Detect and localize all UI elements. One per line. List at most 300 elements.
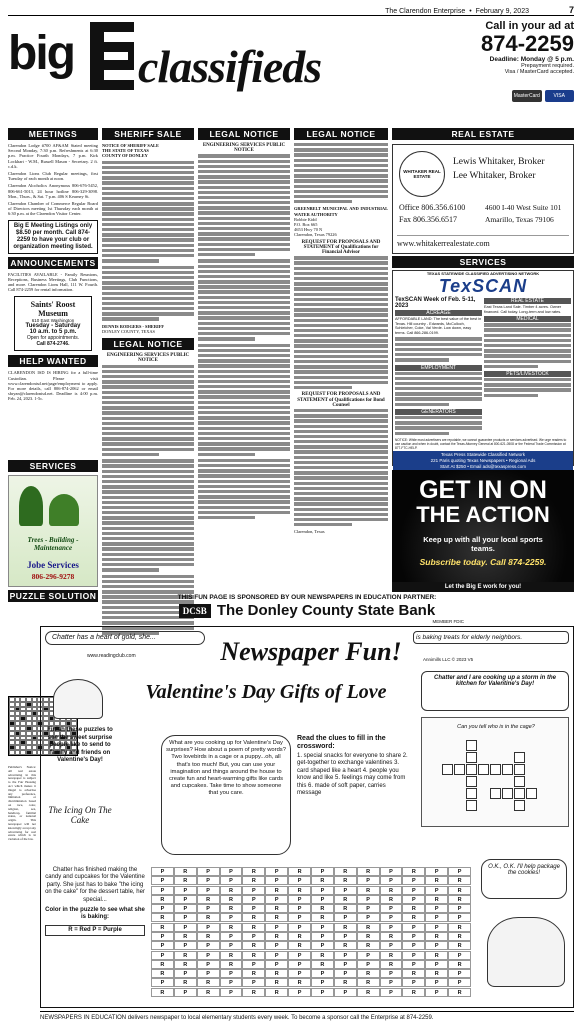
puzzle-cell[interactable]: P <box>311 867 334 876</box>
text-block <box>198 344 290 456</box>
jobe-phone: 806-296-9278 <box>31 572 75 582</box>
puzzle-cell[interactable]: P <box>174 913 197 922</box>
puzzle-cell[interactable]: R <box>288 932 311 941</box>
press-line-2: 221 Paris quoting Texas Newspapers • Regional Ads <box>430 458 536 464</box>
legal-addr2: P.O. Box 665 <box>294 222 318 228</box>
column-2 <box>102 128 194 638</box>
puzzle-cell[interactable]: P <box>242 904 265 913</box>
crossword-box[interactable] <box>442 764 453 775</box>
puzzle-cell[interactable]: R <box>265 932 288 941</box>
puzzle-cell[interactable]: R <box>425 969 448 978</box>
whitaker-logo: WHITAKER REAL ESTATE <box>399 151 445 197</box>
texas-press-bar <box>393 451 573 471</box>
puzzle-cell[interactable]: P <box>311 923 334 932</box>
puzzle-cell[interactable]: R <box>220 895 243 904</box>
puzzle-cell[interactable]: P <box>288 876 311 885</box>
puzzle-cell[interactable]: P <box>197 904 220 913</box>
puzzle-cell[interactable]: R <box>357 988 380 997</box>
puzzle-cell[interactable]: P <box>174 904 197 913</box>
legal-notice-col3 <box>198 143 290 519</box>
puzzle-cell[interactable]: P <box>334 988 357 997</box>
agent-2: Lee Whitaker, Broker <box>453 171 536 181</box>
puzzle-cell[interactable]: P <box>151 978 174 987</box>
legal-authority: GREENBELT MUNICIPAL AND INDUSTRIAL WATER AUTHORITY <box>294 206 388 217</box>
sheriff-county: COUNTY OF DONLEY <box>102 153 148 159</box>
crossword-box[interactable] <box>502 788 513 799</box>
visa-icon: VISA <box>545 90 575 102</box>
color-key: R = Red P = Purple <box>45 925 145 936</box>
puzzle-cell[interactable]: P <box>357 876 380 885</box>
puzzle-cell[interactable]: R <box>357 969 380 978</box>
puzzle-cell[interactable]: R <box>220 951 243 960</box>
puzzle-cell[interactable]: P <box>220 876 243 885</box>
text-block <box>294 409 388 527</box>
color-puzzle-grid[interactable] <box>151 867 471 997</box>
puzzle-cell[interactable]: R <box>151 913 174 922</box>
whitaker-website[interactable]: www.whitakerrealestate.com <box>397 235 569 248</box>
puzzle-cell[interactable]: R <box>197 978 220 987</box>
museum-ad <box>14 296 92 351</box>
puzzle-cell[interactable]: P <box>151 951 174 960</box>
puzzle-cell[interactable]: R <box>448 988 471 997</box>
puzzle-cell[interactable]: R <box>242 941 265 950</box>
puzzle-cell[interactable]: R <box>151 923 174 932</box>
puzzle-cell[interactable]: P <box>425 904 448 913</box>
puzzle-cell[interactable]: P <box>425 867 448 876</box>
puzzle-cell[interactable]: P <box>174 988 197 997</box>
puzzle-cell[interactable]: R <box>151 988 174 997</box>
puzzle-cell[interactable]: R <box>242 988 265 997</box>
puzzle-cell[interactable]: R <box>174 876 197 885</box>
crossword-box[interactable] <box>514 788 525 799</box>
crossword-box[interactable] <box>454 764 465 775</box>
puzzle-cell[interactable]: P <box>174 895 197 904</box>
puzzle-cell[interactable]: P <box>288 988 311 997</box>
header-separator: • <box>469 8 472 15</box>
puzzle-cell[interactable]: P <box>425 988 448 997</box>
text-block <box>395 372 482 407</box>
puzzle-cell[interactable]: P <box>380 978 403 987</box>
puzzle-cell[interactable]: P <box>174 923 197 932</box>
puzzle-cell[interactable]: R <box>425 951 448 960</box>
meetings-list <box>8 143 98 217</box>
mastercard-icon: MasterCard <box>512 90 542 102</box>
puzzle-cell[interactable]: P <box>334 969 357 978</box>
puzzle-cell[interactable]: P <box>402 951 425 960</box>
museum-address: 610 East Washington <box>31 318 75 324</box>
getin-line-1: GET IN ON <box>419 476 547 504</box>
puzzle-cell[interactable]: P <box>174 941 197 950</box>
puzzle-cell[interactable]: R <box>220 923 243 932</box>
big-e-banner: Let the Big E work for you! <box>392 582 574 592</box>
puzzle-cell[interactable]: R <box>288 941 311 950</box>
puzzle-cell[interactable]: P <box>311 969 334 978</box>
puzzle-cell[interactable]: P <box>311 941 334 950</box>
masthead-big: big <box>8 27 74 80</box>
puzzle-cell[interactable]: P <box>151 876 174 885</box>
puzzle-cell[interactable]: R <box>151 969 174 978</box>
puzzle-cell[interactable]: R <box>174 978 197 987</box>
crossword-box[interactable] <box>466 764 477 775</box>
puzzle-cell[interactable]: R <box>174 932 197 941</box>
puzzle-cell[interactable]: P <box>311 895 334 904</box>
generators-header: GENERATORS <box>395 409 482 415</box>
puzzle-cell[interactable]: P <box>265 876 288 885</box>
puzzle-cell[interactable]: R <box>242 876 265 885</box>
puzzle-cell[interactable]: R <box>311 904 334 913</box>
cards-note: Visa / MasterCard accepted. <box>504 69 574 75</box>
puzzle-cell[interactable]: P <box>402 923 425 932</box>
puzzle-cell[interactable]: R <box>448 923 471 932</box>
text-block <box>395 337 482 361</box>
puzzle-cell[interactable]: P <box>265 923 288 932</box>
getin-cta: Subscribe today. Call 874-2259. <box>419 557 547 567</box>
crossword-box[interactable] <box>466 776 477 787</box>
puzzle-cell[interactable]: P <box>197 941 220 950</box>
legal-heading: ENGINEERING SERVICES PUBLIC NOTICE <box>202 143 286 154</box>
icing-title: The Icing On The Cake <box>48 805 112 825</box>
puzzle-cell[interactable]: R <box>174 867 197 876</box>
puzzle-cell[interactable]: R <box>288 978 311 987</box>
crossword-box[interactable] <box>514 764 525 775</box>
puzzle-cell[interactable]: R <box>380 895 403 904</box>
puzzle-cell[interactable]: P <box>402 876 425 885</box>
puzzle-cell[interactable]: R <box>242 867 265 876</box>
puzzle-cell[interactable]: R <box>334 941 357 950</box>
puzzle-cell[interactable]: R <box>265 988 288 997</box>
puzzle-cell[interactable]: R <box>197 895 220 904</box>
puzzle-cell[interactable]: P <box>265 867 288 876</box>
clues-block <box>297 735 409 797</box>
puzzle-cell[interactable]: P <box>220 941 243 950</box>
puzzle-cell[interactable]: R <box>380 932 403 941</box>
puzzle-cell[interactable]: R <box>448 941 471 950</box>
valentine-title-block <box>121 673 411 723</box>
publisher-notice: Publisher's Notice: All real estate advertising in this newspaper is subject to the Fair Housing Act which makes it illegal to advertise any preference, limitation or discrimination based on race, color, religion, sex, handicap, familial status, or national origin. This newspaper will not knowingly accept any advertising for real estate which is in violation of the law. <box>8 766 36 842</box>
puzzle-cell[interactable]: R <box>197 913 220 922</box>
puzzle-cell[interactable]: P <box>151 932 174 941</box>
puzzle-cell[interactable]: P <box>288 904 311 913</box>
puzzle-cell[interactable]: R <box>402 867 425 876</box>
puzzle-cell[interactable]: R <box>334 867 357 876</box>
crossword-box[interactable] <box>514 776 525 787</box>
puzzle-cell[interactable]: P <box>425 941 448 950</box>
puzzle-cell[interactable]: R <box>197 988 220 997</box>
puzzle-cell[interactable]: R <box>334 978 357 987</box>
puzzle-cell[interactable]: P <box>425 978 448 987</box>
puzzle-cell[interactable]: R <box>357 941 380 950</box>
puzzle-cell[interactable]: P <box>334 932 357 941</box>
puzzle-cell[interactable]: P <box>220 969 243 978</box>
puzzle-cell[interactable]: R <box>334 923 357 932</box>
jobe-tagline: Trees - Building - Maintenance <box>27 536 79 553</box>
page-header <box>8 6 574 16</box>
deadline: Deadline: Monday @ 5 p.m. <box>489 56 574 63</box>
member-fdic: MEMBER FDIC <box>432 619 464 624</box>
puzzle-cell[interactable]: R <box>242 951 265 960</box>
puzzle-cell[interactable]: P <box>265 951 288 960</box>
puzzle-cell[interactable]: R <box>311 913 334 922</box>
puzzle-header: PUZZLE SOLUTION <box>9 591 97 602</box>
puzzle-cell[interactable]: R <box>448 876 471 885</box>
puzzle-cell[interactable]: R <box>402 913 425 922</box>
clues-list: 1. special snacks for everyone to share 2. get-together to exchange valentines 3. card shaped like a heart 4. people you know and like 5. feelings may come from this 6. made of soft paper, carries message <box>297 753 408 797</box>
puzzle-cell[interactable]: P <box>334 913 357 922</box>
puzzle-cell[interactable]: P <box>425 923 448 932</box>
puzzle-cell[interactable]: P <box>242 886 265 895</box>
crossword-box[interactable] <box>514 800 525 811</box>
puzzle-cell[interactable]: P <box>334 951 357 960</box>
puzzle-cell[interactable]: P <box>380 969 403 978</box>
puzzle-cell[interactable]: P <box>357 895 380 904</box>
puzzle-cell[interactable]: P <box>197 886 220 895</box>
puzzle-cell[interactable]: P <box>151 941 174 950</box>
text-block <box>395 416 482 435</box>
museum-phone: Call 874-2746. <box>36 341 70 348</box>
column-4 <box>294 128 388 535</box>
puzzle-cell[interactable]: P <box>288 913 311 922</box>
puzzle-cell[interactable]: R <box>448 960 471 969</box>
puzzle-cell[interactable]: R <box>357 886 380 895</box>
puzzle-cell[interactable]: P <box>380 876 403 885</box>
real-estate-sub-header: REAL ESTATE <box>484 298 571 304</box>
puzzle-cell[interactable]: P <box>288 960 311 969</box>
puzzle-cell[interactable]: R <box>380 960 403 969</box>
puzzle-cell[interactable]: R <box>288 886 311 895</box>
texscan-ad <box>392 270 574 470</box>
puzzle-cell[interactable]: R <box>220 886 243 895</box>
puzzle-cell[interactable]: R <box>197 932 220 941</box>
sports-subscribe-ad <box>392 470 574 582</box>
puzzle-cell[interactable]: P <box>380 913 403 922</box>
puzzle-cell[interactable]: P <box>448 951 471 960</box>
puzzle-cell[interactable]: P <box>448 969 471 978</box>
text-block <box>484 323 571 368</box>
puzzle-cell[interactable]: P <box>402 886 425 895</box>
puzzle-cell[interactable]: P <box>197 867 220 876</box>
crossword-box[interactable] <box>490 764 501 775</box>
puzzle-cell[interactable]: R <box>288 867 311 876</box>
puzzle-cell[interactable]: P <box>197 876 220 885</box>
text-block <box>294 256 388 389</box>
masthead <box>8 20 338 98</box>
puzzle-cell[interactable]: P <box>197 951 220 960</box>
puzzle-cell[interactable]: R <box>334 904 357 913</box>
puzzle-cell[interactable]: R <box>311 951 334 960</box>
puzzle-cell[interactable]: P <box>220 913 243 922</box>
puzzle-cell[interactable]: R <box>425 876 448 885</box>
crossword-box[interactable] <box>478 764 489 775</box>
puzzle-cell[interactable]: P <box>402 960 425 969</box>
puzzle-cell[interactable]: P <box>174 969 197 978</box>
puzzle-cell[interactable]: P <box>357 951 380 960</box>
puzzle-cell[interactable]: R <box>311 876 334 885</box>
puzzle-cell[interactable]: R <box>174 960 197 969</box>
baking-note: is baking treats for elderly neighbors. <box>413 631 569 644</box>
puzzle-cell[interactable]: P <box>242 932 265 941</box>
acreage-text: AFFORDABLE LAND: The best value of the best in Texas. Hill country - Edwards, McCulloch, Schleicher, Coke, Val Verde. Low down, easy terms. Call 866-286-0199. <box>395 317 482 335</box>
puzzle-cell[interactable]: R <box>402 988 425 997</box>
call-line: Call in your ad at <box>485 20 574 32</box>
bank-sponsor <box>40 594 574 624</box>
masthead-classifieds: classifieds <box>138 41 322 92</box>
crossword-box[interactable] <box>466 752 477 763</box>
cake-icon <box>53 679 103 719</box>
newspaper-fun-title: Newspaper Fun! <box>220 637 402 666</box>
puzzle-cell[interactable]: P <box>174 886 197 895</box>
puzzle-cell[interactable]: P <box>265 941 288 950</box>
services-left-header: SERVICES <box>8 460 98 472</box>
puzzle-cell[interactable]: P <box>425 960 448 969</box>
puzzle-cell[interactable]: R <box>220 960 243 969</box>
puzzle-cell[interactable]: P <box>288 923 311 932</box>
puzzle-cell[interactable]: P <box>151 867 174 876</box>
puzzle-cell[interactable]: R <box>174 951 197 960</box>
legal1-header: LEGAL NOTICE <box>198 128 290 140</box>
puzzle-cell[interactable]: R <box>265 978 288 987</box>
fax-phone: Fax 806.356.6517 <box>399 215 457 224</box>
puzzle-cell[interactable]: P <box>402 895 425 904</box>
puzzle-cell[interactable]: R <box>265 969 288 978</box>
puzzle-cell[interactable]: R <box>265 904 288 913</box>
puzzle-cell[interactable]: P <box>220 988 243 997</box>
puzzle-cell[interactable]: R <box>151 960 174 969</box>
puzzle-cell[interactable]: P <box>357 913 380 922</box>
crossword-box[interactable] <box>490 788 501 799</box>
puzzle-cell[interactable]: R <box>425 932 448 941</box>
puzzle-cell[interactable]: R <box>265 886 288 895</box>
text-block <box>102 161 194 263</box>
puzzle-cell[interactable]: P <box>425 886 448 895</box>
issue-date: February 9, 2023 <box>475 8 529 15</box>
puzzle-cell[interactable]: P <box>197 923 220 932</box>
column-3 <box>198 128 290 522</box>
acreage-header: ACREAGE <box>395 310 482 316</box>
puzzle-cell[interactable]: P <box>402 978 425 987</box>
puzzle-cell[interactable]: P <box>448 978 471 987</box>
owl-icon <box>487 917 565 987</box>
puzzle-cell[interactable]: R <box>402 969 425 978</box>
puzzle-cell[interactable]: P <box>357 960 380 969</box>
puzzle-cell[interactable]: R <box>448 895 471 904</box>
puzzle-cell[interactable]: R <box>380 886 403 895</box>
puzzle-cell[interactable]: P <box>311 978 334 987</box>
puzzle-cell[interactable]: P <box>448 867 471 876</box>
puzzle-cell[interactable]: P <box>288 951 311 960</box>
puzzle-cell[interactable]: R <box>334 895 357 904</box>
puzzle-cell[interactable]: P <box>311 988 334 997</box>
crossword-box[interactable] <box>466 740 477 751</box>
puzzle-cell[interactable]: R <box>357 923 380 932</box>
puzzle-cell[interactable]: P <box>220 932 243 941</box>
puzzle-cell[interactable]: R <box>448 886 471 895</box>
puzzle-cell[interactable]: P <box>288 895 311 904</box>
puzzle-cell[interactable]: R <box>357 978 380 987</box>
text-block <box>484 378 571 397</box>
puzzle-cell[interactable]: P <box>311 886 334 895</box>
masthead-e-logo <box>90 22 134 90</box>
puzzle-cell[interactable]: R <box>151 895 174 904</box>
puzzle-cell[interactable]: R <box>357 932 380 941</box>
text-block <box>102 266 194 321</box>
puzzle-cell[interactable]: P <box>425 913 448 922</box>
jobe-name: Jobe Services <box>27 560 79 571</box>
puzzle-cell[interactable]: P <box>151 886 174 895</box>
puzzle-cell[interactable]: P <box>151 904 174 913</box>
puzzle-cell[interactable]: P <box>448 904 471 913</box>
puzzle-cell[interactable]: R <box>220 904 243 913</box>
puzzle-cell[interactable]: R <box>242 913 265 922</box>
puzzle-cell[interactable]: P <box>220 978 243 987</box>
puzzle-cell[interactable]: P <box>265 895 288 904</box>
puzzle-cell[interactable]: R <box>242 969 265 978</box>
crossword-box[interactable] <box>526 788 537 799</box>
puzzle-cell[interactable]: P <box>197 969 220 978</box>
puzzle-cell[interactable]: R <box>380 951 403 960</box>
meeting-item: Clarendon Lodge #700 AF&AM Stated meeting Second Monday, 7:30 p.m. Refreshments at 6:30 p.m. Practice Fourth Mondays, 7 p.m. Kirk Lockhart - W.M., Russell Mason - Secretary. 2 ft. c.d.k. <box>8 143 98 169</box>
getin-sub-2: teams. <box>471 544 495 553</box>
np-url[interactable]: www.readingclub.com <box>87 653 136 659</box>
puzzle-cell[interactable]: P <box>380 988 403 997</box>
puzzle-cell[interactable]: P <box>242 895 265 904</box>
crossword-box[interactable] <box>466 800 477 811</box>
puzzle-cell[interactable]: P <box>380 867 403 876</box>
puzzle-cell[interactable]: R <box>448 932 471 941</box>
puzzle-cell[interactable]: P <box>380 941 403 950</box>
page-number: 7 <box>568 5 574 15</box>
puzzle-cell[interactable]: R <box>425 895 448 904</box>
puzzle-cell[interactable]: P <box>448 913 471 922</box>
puzzle-cell[interactable]: P <box>380 904 403 913</box>
surprise-text: What are you cooking up for Valentine's Day surprises? How about a poem of pretty words? Two lovebirds in a cage or a puppy...oh, all that's too much! But, you can use your imagination and things around the house to create fun and heart-warming gifts like cards and cupcakes. Take time to show someone that you care. <box>161 735 291 855</box>
cage-question: Can you tell who is in the cage? <box>457 724 535 730</box>
puzzle-cell[interactable]: R <box>265 913 288 922</box>
museum-hours: 10 a.m. to 5 p.m. <box>29 329 77 336</box>
tree-icon <box>19 486 43 526</box>
crossword-box[interactable] <box>502 764 513 775</box>
crossword-box[interactable] <box>514 752 525 763</box>
legal-city: Clarendon, Texas <box>294 529 325 535</box>
puzzle-cell[interactable]: R <box>402 904 425 913</box>
puzzle-cell[interactable]: P <box>242 960 265 969</box>
puzzle-cell[interactable]: R <box>357 867 380 876</box>
puzzle-cell[interactable]: R <box>311 960 334 969</box>
puzzle-cell[interactable]: P <box>357 904 380 913</box>
puzzle-cell[interactable]: P <box>242 978 265 987</box>
puzzle-cell[interactable]: P <box>220 867 243 876</box>
puzzle-cell[interactable]: R <box>242 923 265 932</box>
chatter-finished <box>45 867 145 936</box>
puzzle-cell[interactable]: P <box>288 969 311 978</box>
legal2-header: LEGAL NOTICE <box>294 128 388 140</box>
puzzle-cell[interactable]: R <box>334 876 357 885</box>
puzzle-cell[interactable]: P <box>334 960 357 969</box>
texscan-tag: TEXAS STATEWIDE CLASSIFIED ADVERTISING NETWORK <box>426 271 540 276</box>
puzzle-cell[interactable]: P <box>402 941 425 950</box>
puzzle-cell[interactable]: P <box>380 923 403 932</box>
meeting-item: Clarendon Chamber of Commerce Regular Board of Directors meeting 1st Thursday each month at 6:30 p.m. at the Clarendon Visitor Center. <box>8 201 98 217</box>
puzzle-cell[interactable]: P <box>311 932 334 941</box>
texscan-notice: NOTICE: While most advertisers are reputable, we cannot guarantee products or services advertised. We urge readers to use caution and when in doubt, contact the Texas Attorney General at 800-621-0508 or the Federal Trade Commission at 877-FTC-HELP. <box>395 437 567 450</box>
np-issue: Annimills LLC © 2023 V5 <box>423 657 474 662</box>
puzzle-cell[interactable]: P <box>265 960 288 969</box>
legal-notice-col4 <box>294 143 388 535</box>
puzzle-cell[interactable]: P <box>402 932 425 941</box>
puzzle-cell[interactable]: P <box>334 886 357 895</box>
crossword-box[interactable] <box>466 788 477 799</box>
text-block <box>294 143 388 203</box>
puzzle-cell[interactable]: P <box>197 960 220 969</box>
